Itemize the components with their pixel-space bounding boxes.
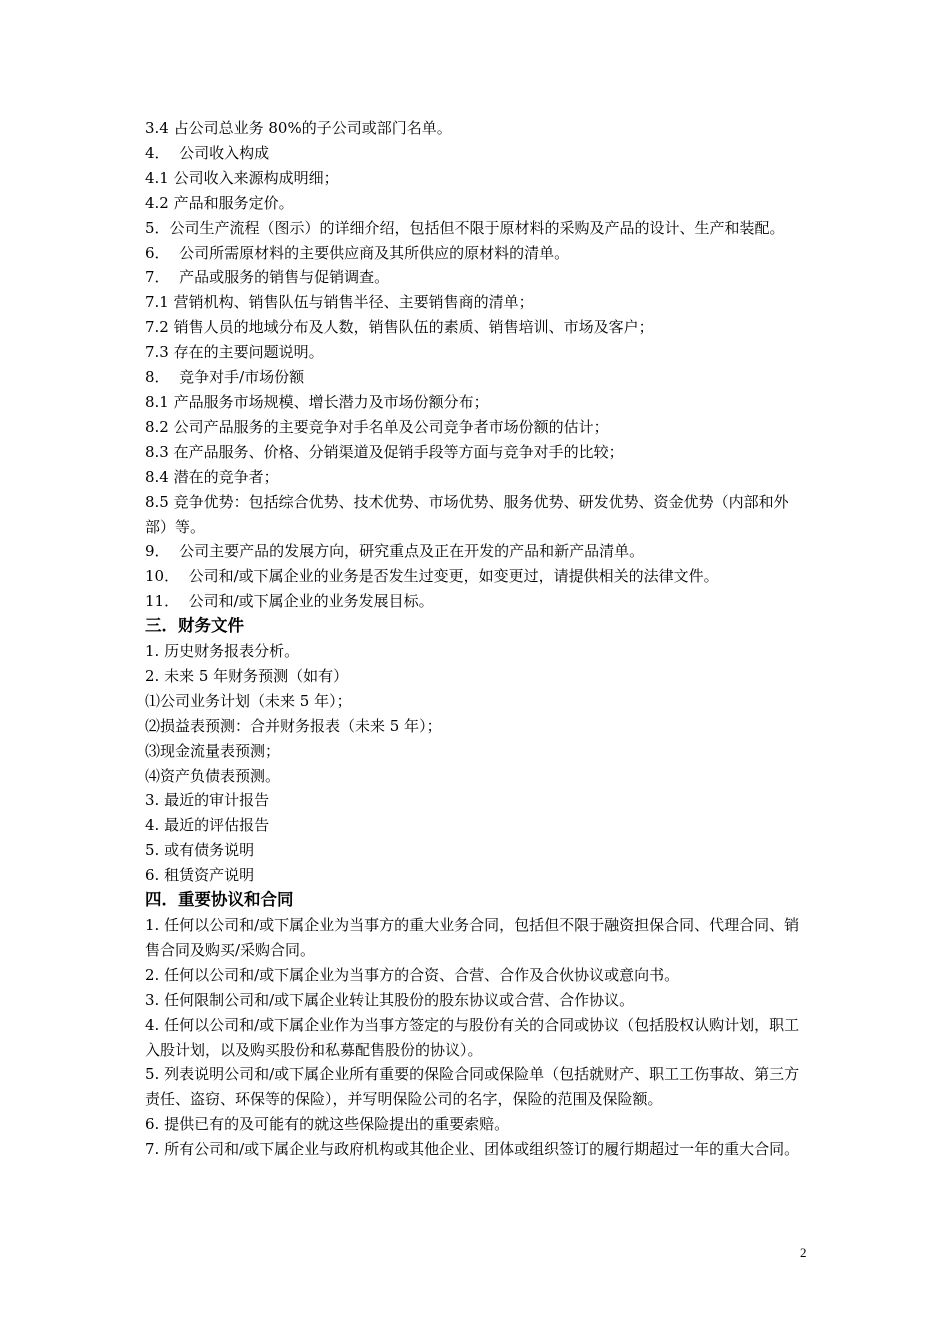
paragraph-line: 8.4 潜在的竞争者； xyxy=(145,467,279,486)
section-heading: 四．重要协议和合同 xyxy=(145,890,294,910)
paragraph-line: 5．公司生产流程（图示）的详细介绍，包括但不限于原材料的采购及产品的设计、生产和装配。 xyxy=(145,218,785,237)
paragraph-line: 2. 任何以公司和/或下属企业为当事方的合资、合营、合作及合伙协议或意向书。 xyxy=(145,965,680,984)
paragraph-line: 8.3 在产品服务、价格、分销渠道及促销手段等方面与竞争对手的比较； xyxy=(145,442,624,461)
paragraph-line: 4.2 产品和服务定价。 xyxy=(145,193,294,212)
paragraph-line: ⑴公司业务计划（未来 5 年）； xyxy=(145,691,352,710)
page-number: 2 xyxy=(800,1245,807,1260)
paragraph-line: 6. 租赁资产说明 xyxy=(145,866,255,885)
paragraph-line: ⑶现金流量表预测； xyxy=(145,741,281,760)
paragraph-line: 5. 或有债务说明 xyxy=(145,841,255,860)
paragraph-line: 7.2 销售人员的地域分布及人数，销售队伍的素质、销售培训、市场及客户； xyxy=(145,318,654,337)
paragraph-line: 4. 任何以公司和/或下属企业作为当事方签定的与股份有关的合同或协议（包括股权认购计划，职工入股计划，以及购买股份和私募配售股份的协议）。 xyxy=(145,1015,800,1059)
paragraph-line: 1. 任何以公司和/或下属企业为当事方的重大业务合同，包括但不限于融资担保合同、代理合同、销售合同及购买/采购合同。 xyxy=(145,916,800,959)
paragraph-line: 7. 所有公司和/或下属企业与政府机构或其他企业、团体或组织签订的履行期超过一年的重大合同。 xyxy=(145,1140,800,1159)
paragraph-line: 10． 公司和/或下属企业的业务是否发生过变更，如变更过，请提供相关的法律文件。 xyxy=(145,567,719,586)
paragraph-line: 3. 最近的审计报告 xyxy=(145,791,270,810)
paragraph-line: 4. 最近的评估报告 xyxy=(145,816,270,835)
paragraph-line: 6. 提供已有的及可能有的就这些保险提出的重要索赔。 xyxy=(145,1115,510,1134)
paragraph-line: 5. 列表说明公司和/或下属企业所有重要的保险合同或保险单（包括就财产、职工工伤事故、第三方责任、盗窃、环保等的保险），并写明保险公司的名字，保险的范围及保险额。 xyxy=(145,1065,800,1109)
paragraph-line: 4.1 公司收入来源构成明细； xyxy=(145,168,339,187)
paragraph-line: 8.2 公司产品服务的主要竞争对手名单及公司竞争者市场份额的估计； xyxy=(145,417,609,436)
paragraph-line: 11． 公司和/或下属企业的业务发展目标。 xyxy=(145,592,434,611)
paragraph-line: 7.1 营销机构、销售队伍与销售半径、主要销售商的清单； xyxy=(145,293,534,312)
document-body xyxy=(145,116,810,1162)
paragraph-line: 4． 公司收入构成 xyxy=(145,143,270,162)
paragraph-line: 1. 历史财务报表分析。 xyxy=(145,642,300,661)
paragraph-line: ⑷资产负债表预测。 xyxy=(145,766,281,785)
paragraph-line: 8.1 产品服务市场规模、增长潜力及市场份额分布； xyxy=(145,392,489,411)
paragraph-line: 7.3 存在的主要问题说明。 xyxy=(145,343,324,362)
paragraph-line: 9． 公司主要产品的发展方向，研究重点及正在开发的产品和新产品清单。 xyxy=(145,542,645,561)
paragraph-line: 8.5 竞争优势：包括综合优势、技术优势、市场优势、服务优势、研发优势、资金优势（内部和外部）等。 xyxy=(145,492,789,536)
section-heading: 三．财务文件 xyxy=(145,616,244,636)
paragraph-line: 3.4 占公司总业务 80%的子公司或部门名单。 xyxy=(145,119,452,137)
paragraph-line: 7． 产品或服务的销售与促销调查。 xyxy=(145,268,390,287)
paragraph-line: 6． 公司所需原材料的主要供应商及其所供应的原材料的清单。 xyxy=(145,243,570,262)
paragraph-line: 3. 任何限制公司和/或下属企业转让其股份的股东协议或合营、合作协议。 xyxy=(145,990,635,1009)
paragraph-line: 2. 未来 5 年财务预测（如有） xyxy=(145,666,349,685)
paragraph-line: 8． 竞争对手/市场份额 xyxy=(145,368,305,387)
paragraph-line: ⑵损益表预测：合并财务报表（未来 5 年）； xyxy=(145,716,442,735)
